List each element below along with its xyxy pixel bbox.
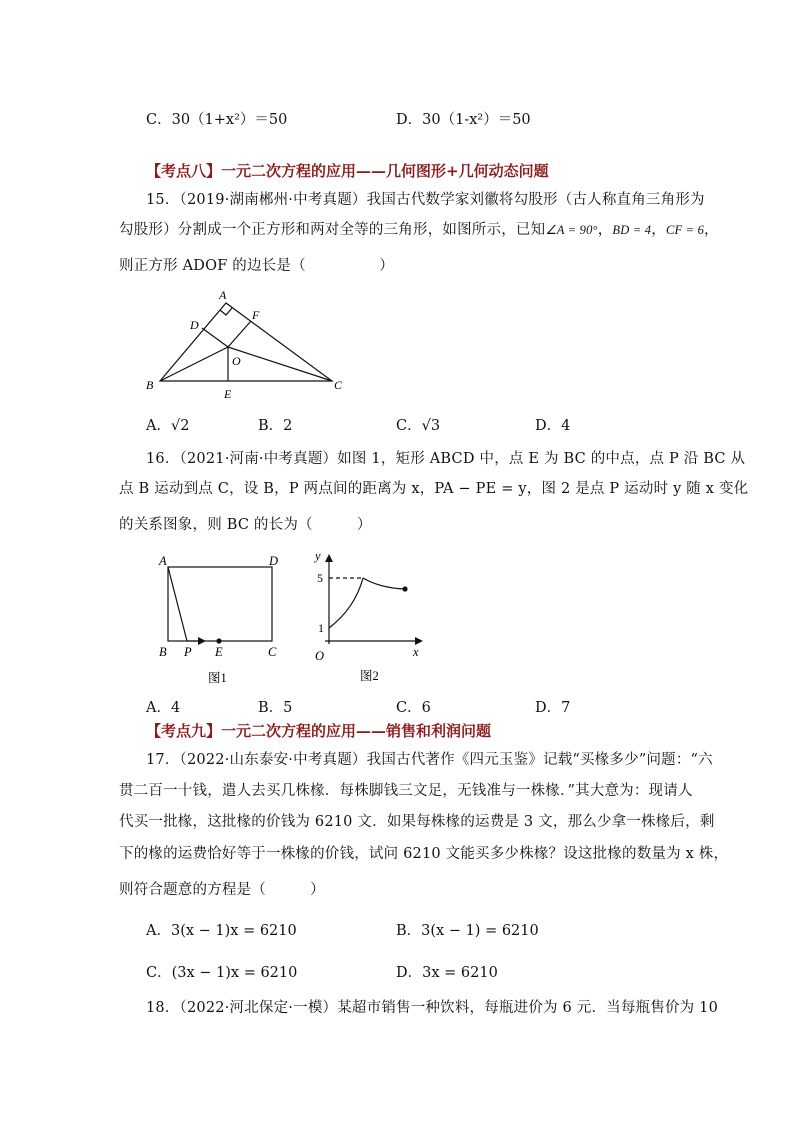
section9-heading: 【考点九】一元二次方程的应用——销售和利润问题: [146, 722, 492, 740]
q15-sep2: ，: [651, 222, 666, 238]
q15-sep1: ，: [597, 222, 613, 238]
q15-option-a: A．√2: [146, 418, 190, 434]
q17-line3: 代买一批椽，这批椽的价钱为 6210 文．如果每株椽的运费是 3 文，那么少拿一株椽后，剩: [119, 814, 715, 830]
q17-line1: 17．（2022·山东泰安·中考真题）我国古代著作《四元玉鉴》记载“买椽多少”问题：“六: [146, 752, 713, 768]
q15-option-b: B．2: [258, 418, 293, 434]
q16-f2-tick-1: 1: [318, 621, 324, 635]
q16-point-e: [216, 638, 221, 643]
q17-option-d: D．3x = 6210: [396, 965, 498, 981]
q15-label-b: B: [146, 378, 154, 392]
option-c-prev: C．30（1+x²）＝50: [146, 112, 288, 128]
q15-option-d: D．4: [535, 418, 571, 434]
q16-line3: 的关系图象，则 BC 的长为（ ）: [119, 517, 372, 533]
q15-triangle: [160, 303, 332, 381]
q17-option-c: C．(3x − 1)x = 6210: [146, 965, 298, 981]
q16-curve-falling: [363, 578, 405, 589]
q16-f2-label-o: O: [315, 649, 325, 663]
q16-curve-rising: [329, 578, 363, 628]
q15-option-c: C．√3: [396, 418, 441, 434]
q16-f1-label-b: B: [159, 645, 167, 659]
q16-option-c: C．6: [396, 700, 431, 716]
q16-f1-label-c: C: [268, 645, 277, 659]
q15-line-bo: [160, 347, 228, 381]
q15-right-angle-mark: [220, 308, 232, 315]
q15-label-d: D: [190, 318, 199, 332]
q16-f1-label-p: P: [184, 645, 192, 659]
q16-line1: 16．（2021·河南·中考真题）如图 1，矩形 ABCD 中，点 E 为 BC 的中点，点 P 沿 BC 从: [146, 451, 746, 467]
q15-label-a: A: [219, 288, 227, 302]
q15-sep3: ，: [704, 222, 719, 238]
q15-line2: [119, 218, 719, 239]
q16-figure2: [305, 548, 435, 688]
q17-option-a: A．3(x − 1)x = 6210: [146, 923, 297, 939]
q17-line5: 则符合题意的方程是（ ）: [119, 882, 325, 898]
q15-label-f: F: [252, 308, 260, 322]
q16-arrow-head: [198, 637, 206, 645]
q15-cond-cf: CF = 6: [665, 223, 705, 237]
q15-square-side-do: [202, 328, 228, 347]
q15-line3: 则正方形 ADOF 的边长是（ ）: [119, 258, 394, 274]
q15-square-side-of: [228, 321, 251, 347]
q16-option-d: D．7: [535, 700, 571, 716]
q15-line2-text: 勾股形）分割成一个正方形和两对全等的三角形，如图所示，已知: [119, 222, 546, 238]
section8-heading: 【考点八】一元二次方程的应用——几何图形+几何动态问题: [146, 162, 549, 180]
q17-line2: 贯二百一十钱，遣人去买几株椽．每株脚钱三文足，无钱准与一株椽．”其大意为：现请人: [119, 783, 693, 799]
q16-f2-label-y: y: [315, 549, 321, 563]
q15-label-e: E: [224, 387, 232, 401]
q16-line2: 点 B 运动到点 C，设 B，P 两点间的距离为 x，PA − PE = y，图 2 是点 P 运动时 y 随 x 变化: [119, 481, 749, 497]
q16-line-ap: [168, 567, 187, 641]
q16-f1-label-d: D: [269, 554, 279, 568]
q15-cond-angle: ∠A = 90°: [545, 223, 598, 237]
q17-option-b: B．3(x − 1) = 6210: [396, 923, 539, 939]
q16-f1-label-e: E: [215, 645, 223, 659]
q18-line1: 18．（2022·河北保定·一模）某超市销售一种饮料，每瓶进价为 6 元．当每瓶售价为 10: [146, 1000, 719, 1016]
q16-option-a: A．4: [146, 700, 181, 716]
q15-label-o: O: [232, 354, 241, 368]
q16-end-point: [402, 586, 407, 591]
option-d-prev: D．30（1-x²）＝50: [396, 112, 531, 128]
q15-figure: [140, 285, 350, 405]
q16-f2-tick-5: 5: [317, 571, 323, 585]
q16-figure1: [150, 552, 290, 690]
q16-x-arrow: [415, 637, 423, 645]
q16-fig2-caption: 图2: [360, 669, 379, 683]
q17-line4: 下的椽的运费恰好等于一株椽的价钱，试问 6210 文能买多少株椽？设这批椽的数量为 x 株，: [119, 846, 729, 862]
q15-line-oc: [228, 347, 332, 381]
q16-option-b: B．5: [258, 700, 293, 716]
q15-cond-bd: BD = 4: [612, 223, 652, 237]
q15-line1: 15．（2019·湖南郴州·中考真题）我国古代数学家刘徽将勾股形（古人称直角三角形为: [146, 192, 705, 208]
q16-fig1-caption: 图1: [208, 671, 227, 685]
q16-f1-label-a: A: [159, 554, 167, 568]
q15-label-c: C: [334, 378, 343, 392]
q16-f2-label-x: x: [413, 645, 419, 659]
q16-y-arrow: [325, 554, 333, 562]
